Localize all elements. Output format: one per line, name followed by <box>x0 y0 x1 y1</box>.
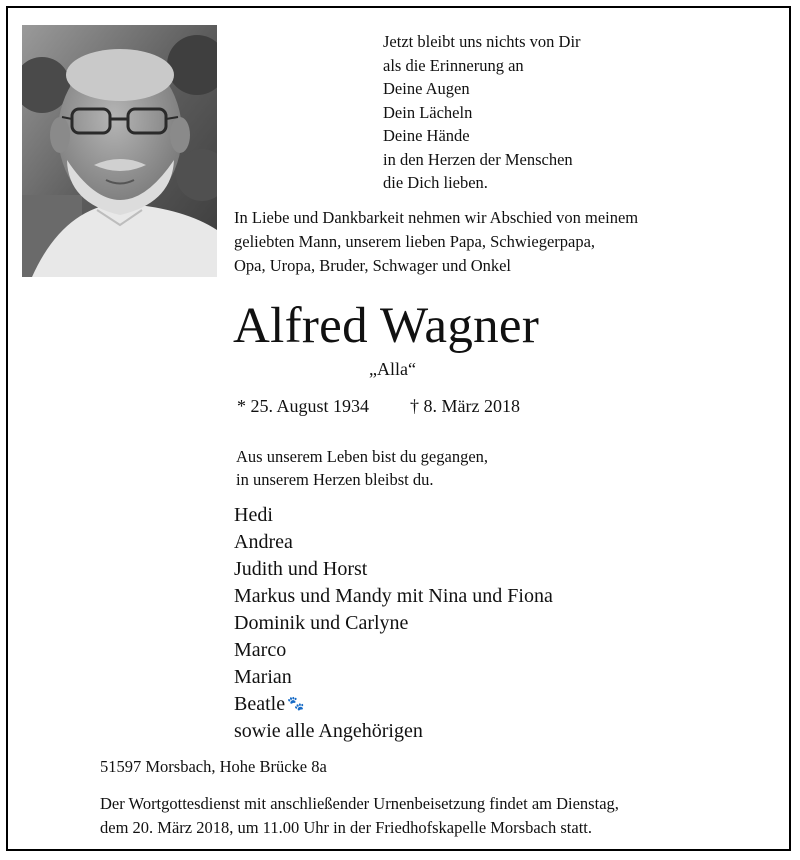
list-item <box>234 691 553 718</box>
life-dates <box>237 396 520 417</box>
poem-line: Jetzt bleibt uns nichts von Dir <box>383 32 581 51</box>
intro-line: Opa, Uropa, Bruder, Schwager und Onkel <box>234 256 512 275</box>
birth-date: * 25. August 1934 <box>237 396 370 416</box>
portrait-icon <box>22 25 217 277</box>
list-item: Dominik und Carlyne <box>234 612 409 634</box>
verse-line: in unserem Herzen bleibst du. <box>236 470 434 489</box>
poem-line: die Dich lieben. <box>383 173 488 192</box>
mourners-list <box>234 502 553 745</box>
list-item: Judith und Horst <box>234 558 368 580</box>
memorial-poem <box>383 30 581 195</box>
poem-line: Deine Hände <box>383 126 470 145</box>
memorial-verse <box>236 445 488 491</box>
service-info <box>100 792 619 840</box>
pet-name: Beatle <box>234 693 286 715</box>
family-address: 51597 Morsbach, Hohe Brücke 8a <box>100 757 327 776</box>
poem-line: in den Herzen der Menschen <box>383 149 573 169</box>
list-item: Andrea <box>234 531 293 553</box>
poem-line: Deine Augen <box>383 79 470 98</box>
service-line: dem 20. März 2018, um 11.00 Uhr in der Friedhofskapelle Morsbach statt. <box>100 818 592 837</box>
portrait-photo <box>22 25 217 277</box>
death-date: † 8. März 2018 <box>410 396 520 416</box>
farewell-intro <box>234 206 638 278</box>
poem-line: Dein Lächeln <box>383 102 473 122</box>
poem-line: als die Erinnerung an <box>383 55 524 75</box>
intro-line: In Liebe und Dankbarkeit nehmen wir Abschied von meinem <box>234 208 639 227</box>
intro-line: geliebten Mann, unserem lieben Papa, Schwiegerpapa, <box>234 232 596 251</box>
list-item: sowie alle Angehörigen <box>234 720 423 742</box>
list-item: Markus und Mandy mit Nina und Fiona <box>234 585 553 607</box>
paw-icon: 🐾 <box>287 697 305 712</box>
list-item: Marco <box>234 639 287 661</box>
service-line: Der Wortgottesdienst mit anschließender Urnenbeisetzung findet am Dienstag, <box>100 794 619 813</box>
list-item: Marian <box>234 666 292 688</box>
verse-line: Aus unserem Leben bist du gegangen, <box>236 447 489 466</box>
deceased-name: Alfred Wagner <box>233 298 540 354</box>
deceased-nickname: „Alla“ <box>369 359 416 379</box>
list-item: Hedi <box>234 504 273 526</box>
